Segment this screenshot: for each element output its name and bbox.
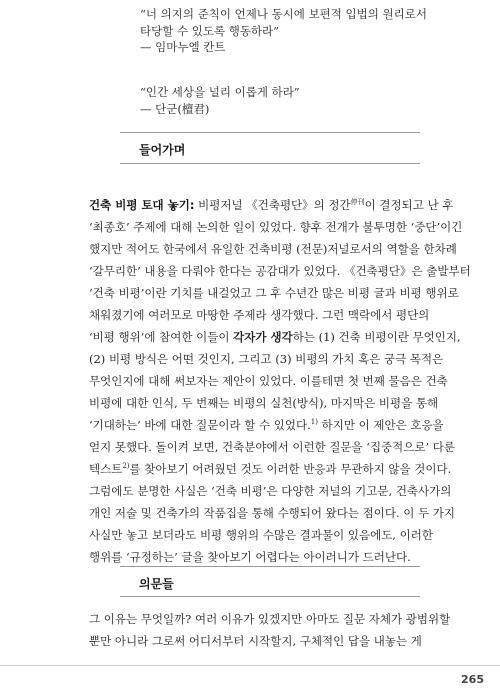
body-line bbox=[89, 348, 469, 370]
body-text-run: ‘비평 행위’에 참여한 이들이 bbox=[89, 330, 234, 344]
body-text-run: 비평에 대한 인식, 두 번째는 비평의 실천(방식), 마지막은 비평을 통해 bbox=[89, 396, 439, 410]
body-line bbox=[89, 260, 469, 282]
section-heading-intro: 들어가며 bbox=[139, 143, 186, 157]
superscript-note: 2) bbox=[122, 462, 130, 471]
body-line bbox=[89, 326, 469, 348]
body-text-run: ‘갈무리한’ 내용을 다뤄야 한다는 공감대가 있었다. 《건축평단》은 출발부터 bbox=[89, 264, 471, 278]
body-line bbox=[89, 194, 469, 216]
body-text-run: ‘건축 비평’이란 기치를 내걸었고 그 후 수년간 많은 비평 글과 비평 행위로 bbox=[89, 286, 459, 300]
page-number: 265 bbox=[461, 673, 484, 686]
body-text-run: 얻지 못했다. 돌이켜 보면, 건축분야에서 이런한 질문을 ‘집중적으로’ 다룬 bbox=[89, 440, 456, 454]
body-text-run: 하는 (1) 건축 비평이란 무엇인지, bbox=[292, 330, 461, 344]
body-line bbox=[89, 546, 469, 568]
epigraph-line: “너 의지의 준칙이 언제나 동시에 보편적 입법의 원리로서 bbox=[140, 7, 427, 21]
body-line: 그 이유는 무엇일까? 여러 이유가 있겠지만 아마도 질문 자체가 광범위할 bbox=[89, 612, 451, 626]
section-divider-top bbox=[120, 132, 420, 133]
body-text-run: 사실만 놓고 보더라도 비평 행위의 수많은 결과물이 있음에도, 이러한 bbox=[89, 528, 433, 542]
epigraph-kant bbox=[140, 6, 470, 56]
intro-body-text bbox=[89, 194, 469, 568]
body-text-run: 비평저널 《건축평단》의 정간 bbox=[194, 198, 351, 212]
body-line bbox=[89, 304, 469, 326]
section-divider-bottom bbox=[120, 163, 420, 164]
footer-rule bbox=[0, 665, 500, 666]
epigraph-attribution: — 단군(檀君) bbox=[140, 101, 210, 116]
body-line: 뿐만 아니라 그로써 어디서부터 시작할지, 구체적인 답을 내놓는 게 bbox=[89, 634, 422, 648]
epigraph-attribution: — 임마누엘 칸트 bbox=[140, 40, 226, 54]
body-text-run: (2) 비평 방식은 어떤 것인지, 그리고 (3) 비평의 가치 혹은 궁극 목적은 bbox=[89, 352, 444, 366]
lead-phrase: 건축 비평 토대 놓기: bbox=[89, 198, 195, 212]
body-line bbox=[89, 282, 469, 304]
body-text-run: 채워졌기에 여러모로 마땅한 주제라 생각했다. 그런 맥락에서 평단의 bbox=[89, 308, 430, 322]
body-text-run: 이 결정되고 난 후 bbox=[364, 198, 454, 212]
body-text-run: 개인 저술 및 건축가의 작품집을 통해 수행되어 왔다는 점이다. 이 두 가지 bbox=[89, 506, 456, 520]
epigraph-dangun bbox=[140, 84, 470, 117]
body-text-run: 행위를 ‘규정하는’ 글을 찾아보기 어렵다는 아이러니가 드러난다. bbox=[89, 550, 411, 564]
epigraph-line: 타당할 수 있도록 행동하라” bbox=[140, 23, 280, 38]
superscript-note: 停刊 bbox=[350, 198, 365, 207]
section-heading-questions: 의문들 bbox=[139, 577, 174, 591]
body-text-run: ‘기대하는’ 바에 대한 질문이라 할 수 있었다. bbox=[89, 418, 311, 432]
section-divider-bottom bbox=[120, 596, 420, 597]
body-line bbox=[89, 238, 469, 260]
section-divider-top bbox=[120, 566, 420, 567]
body-line bbox=[89, 524, 469, 546]
superscript-note: 1) bbox=[310, 418, 318, 427]
body-line bbox=[89, 392, 469, 414]
body-text-run: 했지만 적어도 한국에서 유일한 건축비평 (전문)저널로서의 역할을 한차례 bbox=[89, 242, 457, 256]
body-line bbox=[89, 216, 469, 238]
body-line bbox=[89, 370, 469, 392]
body-text-run: 그럼에도 분명한 사실은 ‘건축 비평’은 다양한 저널의 기고문, 건축사가의 bbox=[89, 484, 452, 498]
body-text-run: 를 찾아보기 어려웠던 것도 이러한 반응과 무관하지 않을 것이다. bbox=[129, 462, 452, 476]
body-line bbox=[89, 480, 469, 502]
epigraph-line: “인간 세상을 널리 이롭게 하라” bbox=[140, 85, 300, 99]
body-line bbox=[89, 458, 469, 480]
emphasis-text: 각자가 생각 bbox=[233, 330, 293, 344]
body-line bbox=[89, 414, 469, 436]
body-line bbox=[89, 502, 469, 524]
body-text-run: 무엇인지에 대해 써보자는 제안이 있었다. 이를테면 첫 번째 물음은 건축 bbox=[89, 374, 448, 388]
questions-body-text bbox=[89, 608, 469, 652]
body-text-run: 하지만 이 제안은 호응을 bbox=[317, 418, 444, 432]
body-text-run: ‘최종호’ 주제에 대해 논의한 일이 있었다. 향후 전개가 불투명한 ‘중단’이긴 bbox=[89, 220, 463, 234]
body-line bbox=[89, 436, 469, 458]
body-text-run: 텍스트 bbox=[89, 462, 123, 476]
